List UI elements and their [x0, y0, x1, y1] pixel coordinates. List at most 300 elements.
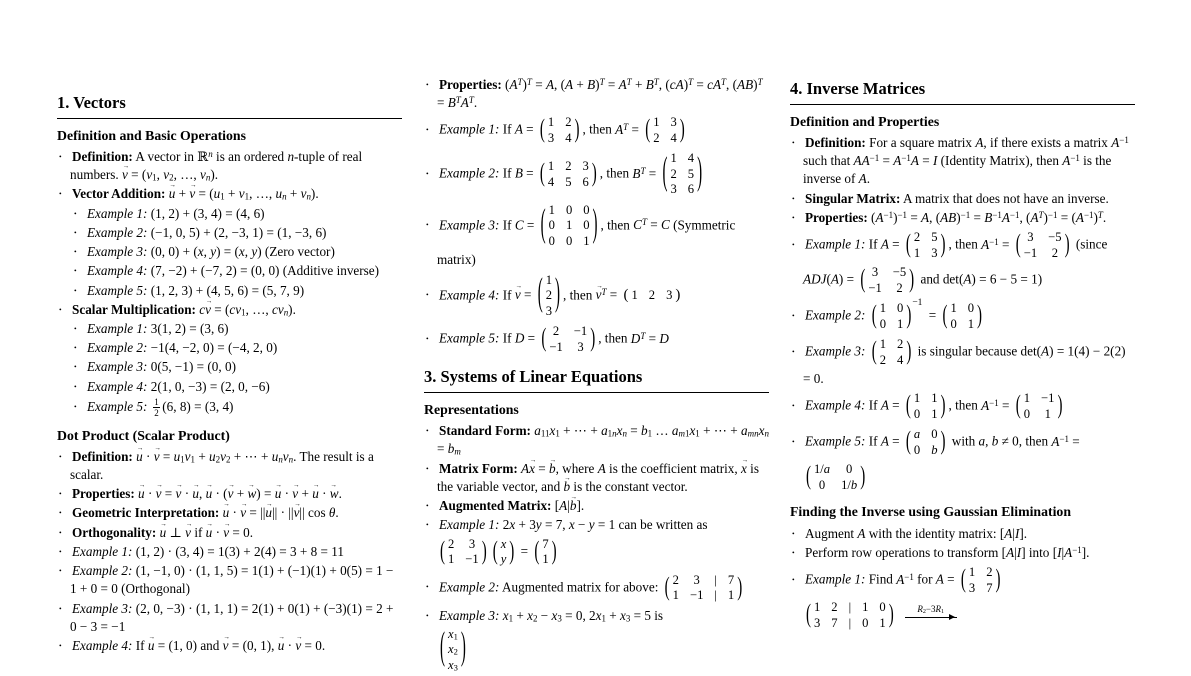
math-expression: $a_{11}x_1$ + ⋯ + $a_{1n}x_n = b_1$ … $a_{m1}x_1$ + ⋯ + $a_{mn}x_n = b_m$ [437, 423, 769, 458]
text-run: For a square matrix [865, 135, 976, 151]
list-item [790, 425, 1135, 495]
subheading: Dot Product (Scalar Product) [57, 427, 230, 443]
math-expression: (1, 2, 3) + (4, 5, 6) = (5, 7, 9) [150, 282, 305, 298]
text-run: is the coefficient matrix, [605, 460, 741, 476]
math-expression: u → + v → = ($u_1 + v_1$, …, $u_n + v_n$). [165, 186, 318, 201]
text-run: If [865, 397, 881, 413]
matrix-right-paren: ) [590, 324, 596, 354]
matrix-cell: 2 [565, 115, 572, 130]
text-run: If [499, 286, 515, 302]
matrix-left-paren: ( [440, 536, 445, 566]
matrix [540, 115, 580, 146]
math-expression: $A^{-1}$ = [1051, 433, 1080, 449]
matrix [534, 537, 556, 568]
text-run: The result is a scalar. [70, 448, 374, 483]
matrix-right-paren: ) [888, 600, 894, 629]
vector-arrow-accent: v → [294, 504, 300, 522]
math-expression [564, 479, 571, 494]
matrix-cell: b [931, 442, 938, 457]
text-run: ) [1037, 271, 1043, 287]
matrix-cell: 3 [931, 245, 938, 260]
matrix-right-paren: ) [977, 301, 983, 331]
text-run: (Symmetric matrix) [437, 217, 736, 268]
matrix-cell: 1 [814, 600, 821, 615]
matrix-cell: 1 [672, 588, 679, 602]
text-run: with the identity matrix: [865, 525, 1000, 541]
column-3 [790, 79, 1135, 634]
matrix [440, 537, 487, 568]
matrix-cell: 0 [950, 316, 957, 331]
matrix-grid [911, 427, 941, 458]
matrix-grid [545, 115, 575, 146]
matrix-cell: 3 [545, 303, 552, 318]
list-item [72, 320, 402, 338]
matrix-cell: 1 [913, 391, 921, 406]
math-expression: A = [514, 121, 534, 137]
list-item [790, 544, 1135, 562]
matrix-cell: 0 [913, 406, 921, 421]
text-run: (Zero vector) [261, 244, 335, 260]
text-run: for [913, 571, 936, 587]
bullet-icon: • [792, 212, 795, 222]
math-expression: n [287, 149, 295, 165]
matrix-cell: −1 [1023, 245, 1038, 260]
vector-arrow-accent: v → [515, 286, 521, 304]
vector-arrow-accent: u → [265, 504, 272, 522]
list-item [57, 562, 402, 598]
list-item [424, 571, 769, 606]
text-run: , then [599, 165, 633, 181]
matrix-cell: 1 [950, 301, 957, 316]
example-label: Example 1: [439, 121, 500, 137]
list-item [72, 282, 402, 300]
matrix-right-paren: ) [509, 536, 515, 566]
matrix-cell: 3 [547, 130, 555, 145]
list-item [57, 148, 402, 184]
matrix [538, 273, 560, 320]
text-run: is the variable vector, and [437, 460, 759, 494]
matrix-grid [498, 537, 510, 568]
matrix-right-paren: ) [592, 204, 598, 246]
matrix [961, 565, 1001, 596]
matrix-cell: 2 [1051, 245, 1058, 260]
augmented-bar: | [848, 615, 852, 630]
example-label: Example 4: [72, 637, 133, 653]
matrix-left-paren: ( [942, 301, 948, 331]
section-title: 1. Vectors [57, 93, 126, 112]
bullet-icon: • [74, 381, 77, 391]
subheading: Definition and Properties [790, 113, 940, 129]
math-expression: A = [880, 397, 900, 413]
matrix-cell: −1 [689, 588, 704, 602]
matrix-cell: 1/b [841, 477, 858, 492]
bullet-icon: • [426, 463, 429, 473]
vector-arrow-accent: v → [295, 637, 301, 655]
matrix-cell: 1 [879, 301, 887, 316]
matrix-grid [546, 203, 593, 250]
matrix-left-paren: ( [806, 600, 811, 629]
matrix-left-paren: ( [541, 324, 547, 354]
text-run: if [191, 524, 206, 540]
math-expression: [A|I] [1001, 544, 1026, 560]
bullet-icon: • [74, 208, 77, 218]
matrix [1016, 391, 1063, 422]
list-item [72, 243, 402, 261]
bullet-icon: • [59, 566, 62, 576]
bold-label: Definition: [805, 135, 866, 151]
list-item [57, 185, 402, 203]
bold-label: Standard Form: [439, 423, 531, 439]
matrix-cell: 1 [542, 552, 549, 566]
math-expression: (1, −1, 0) · (1, 1, 5) = 1(1) + (−1)(1) + 0(5) = 1 − 1 + 0 = 0 [70, 563, 394, 597]
matrix-grid [545, 159, 592, 190]
vector-arrow-accent: u → [148, 637, 155, 655]
math-expression: det(A) = 6 − 5 = 1 [942, 271, 1038, 287]
math-expression: $A^{-1}$ = [981, 236, 1010, 252]
text-run: and [917, 271, 943, 287]
math-expression: $(A^T)^T = A$, $(A + B)^T = A^T + B^T$, $(cA)^T = cA^T$, $(AB)^T = B^TA^T$. [437, 76, 763, 111]
matrix-exponent: −1 [912, 298, 923, 309]
text-run: If [865, 236, 881, 252]
math-expression: (1, 2) + (3, 4) = (4, 6) [150, 205, 265, 221]
list-item [790, 525, 1135, 543]
text-run: , then [600, 217, 634, 233]
matrix [942, 301, 982, 332]
matrix-cell: 7 [542, 536, 549, 551]
matrix-grid [629, 288, 676, 304]
math-expression: $[I|A^{-1}]$. [1052, 544, 1090, 560]
math-expression: ADJ(A) = [803, 271, 855, 287]
text-run: If [865, 433, 881, 449]
example-label: Example 5: [87, 282, 148, 298]
matrix-left-paren: ( [1015, 391, 1021, 421]
matrix-cell: 1 [653, 115, 660, 130]
matrix-grid [1021, 391, 1058, 422]
matrix-grid [445, 537, 482, 568]
matrix-cell: 5 [931, 230, 938, 245]
matrix-right-paren: ) [591, 159, 597, 189]
matrix-cell: 6 [582, 174, 589, 189]
math-expression: A = [880, 236, 900, 252]
vector-arrow-accent: v → [185, 524, 191, 542]
matrix-grid [947, 301, 977, 332]
math-expression: Ax → = b →, [518, 461, 559, 476]
matrix-cell: y [500, 552, 507, 566]
text-run [865, 344, 868, 359]
text-run: can be written as [615, 517, 708, 533]
matrix [806, 462, 865, 493]
matrix-cell: 2 [565, 159, 572, 174]
text-run: -tuple of real numbers. [70, 149, 363, 183]
vector-arrow-accent: v → [122, 166, 128, 184]
bullet-icon: • [426, 289, 429, 299]
text-run: , then [598, 330, 631, 346]
row-operation-label: $R_2-3R_1$ [917, 604, 945, 616]
matrix-cell: 1 [897, 316, 904, 331]
bullet-icon: • [74, 343, 77, 353]
matrix-cell: 2 [448, 536, 455, 551]
list-item [72, 339, 402, 357]
matrix-grid [966, 565, 996, 596]
bullet-icon: • [59, 546, 62, 556]
subheading: Definition and Basic Operations [57, 127, 246, 143]
text-run: then [1022, 433, 1052, 449]
text-run [147, 399, 150, 414]
math-expression: A [975, 135, 984, 151]
math-expression: 0(5, −1) = (0, 0) [150, 359, 236, 375]
bullet-icon: • [59, 640, 62, 650]
matrix-grid [811, 600, 889, 631]
math-expression: u → · v → = ||u →|| · ||v →|| cos θ. [219, 505, 338, 520]
text-run: is the constant vector. [570, 478, 688, 494]
bullet-icon: • [792, 310, 795, 320]
bullet-icon: • [74, 362, 77, 372]
math-expression: 3(1, 2) = (3, 6) [150, 321, 229, 336]
matrix-right-paren: ) [906, 301, 912, 331]
matrix-cell: 7 [727, 572, 735, 587]
list-item [57, 524, 402, 542]
list-item [57, 543, 402, 561]
fraction [153, 397, 161, 419]
vector-arrow-accent: u → [223, 504, 230, 522]
bullet-icon: • [74, 247, 77, 257]
example-label: Example 2: [439, 579, 500, 595]
matrix-grid [546, 324, 590, 355]
example-label: Example 1: [72, 543, 133, 559]
fraction-denominator: 2 [154, 408, 159, 419]
text-run: , then [563, 286, 596, 302]
section-header [424, 367, 769, 393]
matrix-grid [668, 151, 698, 198]
example-label: Example 3: [439, 607, 500, 623]
vector-arrow-accent: x → [529, 460, 535, 478]
matrix-cell: 3 [1027, 230, 1034, 245]
example-label: Example 1: [805, 236, 866, 252]
matrix-cell: 1 [1044, 406, 1051, 421]
bold-label: Definition: [72, 149, 133, 165]
matrix-right-paren: ) [460, 627, 466, 670]
matrix-cell: a [913, 427, 921, 442]
bullet-icon: • [426, 501, 429, 511]
matrix-cell: 2 [913, 230, 921, 245]
text-run: Perform row operations to transform [805, 544, 1002, 560]
bullet-icon: • [74, 266, 77, 276]
matrix-cell: 1/a [814, 462, 831, 477]
list-item [424, 149, 769, 200]
bullet-icon: • [792, 193, 795, 203]
augmented-bar: | [848, 600, 852, 615]
bullet-icon: • [59, 152, 62, 162]
bullet-icon: • [426, 582, 429, 592]
text-run: A matrix that does not have an inverse. [900, 190, 1109, 206]
vector-arrow-accent: u → [278, 637, 285, 655]
matrix-cell: 4 [897, 352, 904, 367]
bold-label: Scalar Multiplication: [72, 301, 196, 317]
text-run: Augment [805, 525, 858, 541]
matrix-cell: 1 [548, 202, 555, 217]
vector-arrow-accent: w → [247, 485, 256, 503]
vector-arrow-accent: u → [169, 185, 176, 203]
matrix-cell: 3 [814, 615, 821, 630]
matrix-cell: 0 [897, 301, 904, 316]
text-run: such that [803, 153, 854, 169]
matrix [645, 115, 685, 146]
matrix [663, 151, 703, 198]
text-run: is [650, 607, 664, 623]
example-label: Example 4: [439, 286, 500, 302]
text-run: , then [948, 236, 982, 252]
matrix-cell: 0 [913, 442, 921, 457]
matrix [541, 324, 595, 355]
vector-arrow-accent: v → [240, 504, 246, 522]
bold-label: Properties: [72, 486, 135, 502]
bullet-icon: • [59, 508, 62, 518]
matrix-cell: −1 [1041, 391, 1055, 406]
math-expression: u → · v → = v → · u →, u → · (v → + w →) = u → · v → + u → · w →. [135, 486, 342, 501]
matrix-left-paren: ( [662, 152, 668, 195]
math-expression: −1(4, −2, 0) = (−4, 2, 0) [150, 340, 278, 356]
matrix-cell: 7 [831, 615, 838, 630]
math-expression: (−1, 0, 5) + (2, −3, 1) = (1, −3, 6) [150, 224, 327, 240]
text-run: A vector in [132, 149, 198, 165]
matrix-cell: 0 [967, 301, 975, 316]
math-expression: $A^T$ = [615, 121, 639, 137]
matrix-cell: 0 [565, 233, 573, 248]
bold-label: Geometric Interpretation: [72, 505, 220, 521]
matrix-cell: 0 [548, 218, 555, 233]
section-header [57, 93, 402, 119]
bold-label: Orthogonality: [72, 524, 157, 540]
matrix-cell: 1 [547, 115, 555, 130]
list-item [72, 224, 402, 242]
list-item [424, 76, 769, 112]
bold-label: Properties: [805, 209, 868, 225]
matrix [440, 627, 466, 674]
math-expression: [A|I]. [999, 525, 1028, 541]
column-2 [424, 76, 769, 676]
vector-arrow-accent: v → [176, 485, 182, 503]
section-title: 3. Systems of Linear Equations [424, 367, 643, 387]
text-run: Find [865, 571, 897, 587]
matrix-cell: 1 [879, 615, 886, 630]
matrix-cell: 2 [653, 130, 660, 145]
list-item [790, 209, 1135, 227]
matrix-cell: 0 [548, 233, 555, 248]
matrix-cell: 1 [931, 391, 938, 406]
text-run: If [499, 217, 515, 233]
example-label: Example 2: [805, 307, 866, 323]
bullet-icon: • [59, 451, 62, 461]
matrix-cell: 1 [670, 151, 677, 166]
list-item [72, 397, 402, 419]
example-label: Example 2: [439, 165, 500, 181]
list-item [424, 322, 769, 357]
matrix-cell: x [500, 536, 507, 551]
vector-arrow-accent: v → [189, 185, 195, 203]
matrix-cell: $x_3$ [448, 657, 458, 673]
math-expression: $A^{-1}$ [1062, 153, 1080, 169]
matrix [624, 288, 681, 304]
vector-arrow-accent: u → [160, 524, 167, 542]
example-label: Example 2: [72, 563, 133, 579]
math-expression: D = [514, 330, 536, 346]
matrix-right-paren: ) [906, 337, 912, 367]
math-expression: $(A^{-1})^{-1} = A$, $(AB)^{-1} = B^{-1}A^{-1}$, $(A^T)^{-1} = (A^{-1})^T$. [871, 209, 1107, 225]
text-run: Augmented matrix for above: [499, 579, 662, 595]
list-item [424, 497, 769, 515]
matrix-cell: 3 [670, 115, 677, 130]
vector-arrow-accent: u → [275, 485, 282, 503]
matrix-cell: 3 [468, 536, 476, 551]
vector-arrow-accent: u → [312, 485, 319, 503]
text-run: , then [948, 397, 982, 413]
math-expression: (2, 0, −3) · (1, 1, 1) = 2(1) + 0(1) + (−3)(1) = 2 + 0 − 3 = −1 [70, 600, 394, 634]
list-item [424, 201, 769, 270]
matrix-left-paren: ( [539, 159, 545, 189]
math-expression: ℝ$^n$ [197, 149, 213, 165]
list-item [57, 637, 402, 655]
bold-label: Definition: [72, 448, 133, 464]
text-run: is an ordered [212, 149, 288, 165]
matrix-left-paren: ( [645, 115, 651, 145]
matrix-cell: −5 [1048, 230, 1062, 245]
bullet-icon: • [426, 168, 429, 178]
math-expression: 2x + 3y = 7, x − y = 1 [502, 517, 616, 533]
matrix-cell: 0 [583, 218, 590, 233]
math-expression: C = [514, 217, 535, 233]
matrix-grid [911, 391, 941, 422]
matrix-grid [650, 115, 680, 146]
list-item [424, 422, 769, 458]
matrix-right-paren: ) [1057, 391, 1063, 421]
arrow-shaft-icon [905, 617, 957, 618]
matrix-cell: 3 [670, 182, 677, 197]
math-expression: B = [514, 165, 534, 181]
text-run: (Additive inverse) [279, 263, 380, 279]
matrix-right-paren: ) [551, 536, 557, 566]
matrix-left-paren: ( [960, 565, 966, 594]
math-expression: u → = (1, 0) [148, 638, 197, 653]
matrix-cell: 3 [693, 572, 700, 587]
matrix-cell: 0 [1023, 406, 1031, 421]
matrix [906, 230, 946, 261]
matrix-cell: 2 [879, 352, 887, 367]
text-run: is the inverse of [803, 153, 1112, 187]
matrix-cell: 3 [582, 159, 589, 174]
example-label: Example 2: [87, 224, 148, 240]
math-expression: $B^T$ = [632, 165, 657, 181]
section-rule [424, 392, 769, 393]
vector-arrow-accent: b → [564, 478, 571, 496]
vector-arrow-accent: b → [570, 497, 577, 515]
math-expression: = [520, 543, 529, 559]
bullet-icon: • [426, 333, 429, 343]
matrix-cell: 0 [879, 600, 886, 615]
text-run: , if there exists a matrix [983, 135, 1112, 151]
matrix-cell: −1 [868, 280, 882, 295]
row-operation-arrow [905, 605, 957, 622]
matrix-cell: 7 [986, 580, 993, 595]
example-label: Example 3: [87, 359, 148, 375]
matrix-left-paren: ( [905, 230, 911, 260]
matrix-left-paren: ( [1015, 230, 1021, 260]
matrix-cell: 6 [687, 182, 695, 197]
matrix-cell: 5 [565, 174, 572, 189]
example-label: Example 5: [439, 330, 500, 346]
matrix-cell: 0 [818, 477, 826, 492]
matrix-cell: 1 [913, 245, 921, 260]
bullet-icon: • [426, 426, 429, 436]
